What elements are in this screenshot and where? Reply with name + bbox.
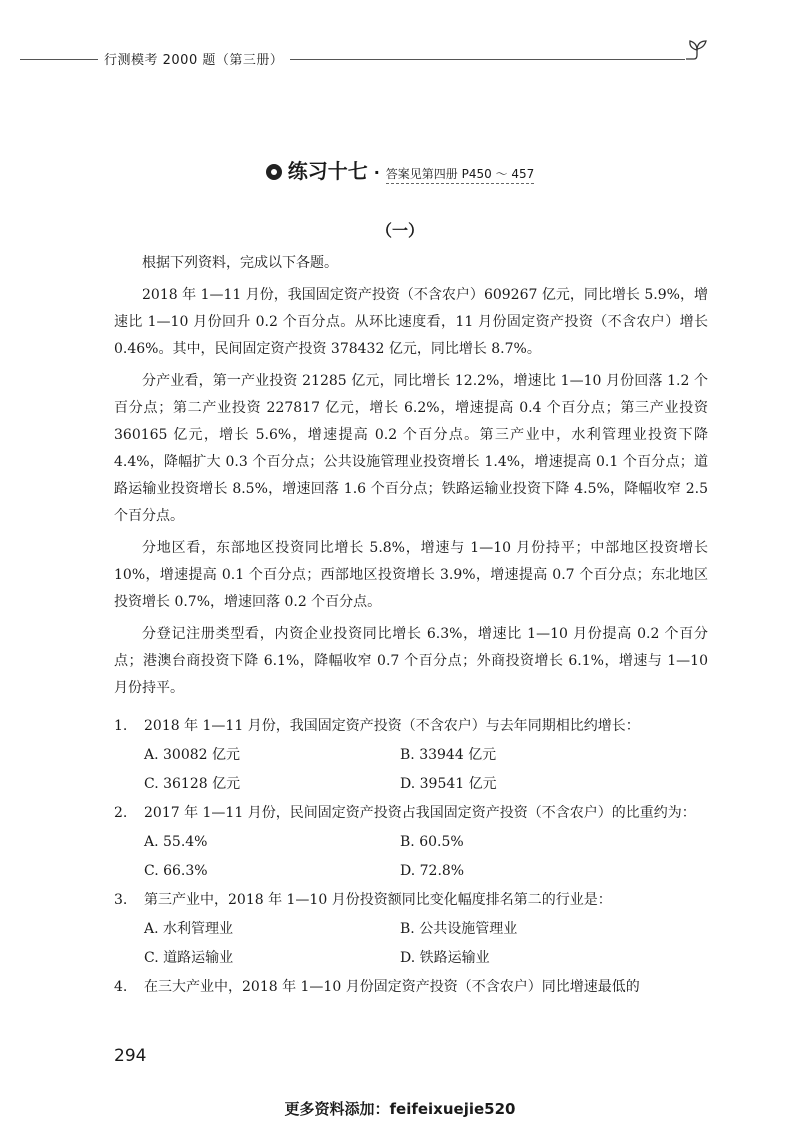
question-stem: 2018 年 1—11 月份，我国固定资产投资（不含农户）与去年同期相比约增长： — [144, 718, 640, 734]
question-number: 4. — [114, 979, 128, 995]
header-rule-right — [290, 59, 685, 60]
question-stem: 第三产业中，2018 年 1—10 月份投资额同比变化幅度排名第二的行业是： — [144, 892, 612, 908]
answer-reference: 答案见第四册 P450 ～ 457 — [386, 165, 535, 184]
material-paragraph: 2018 年 1—11 月份，我国固定资产投资（不含农户）609267 亿元，同比增长 5.9%，增速比 1—10 月份回升 0.2 个百分点。从环比速度看，11 月份固定资产投资（不含农户）增长 0.46%。其中，民间固定资产投资 378432 亿元，同比增长 8.7%。 — [114, 287, 708, 357]
chapter-separator: · — [373, 163, 380, 182]
question-number: 3. — [114, 892, 128, 908]
option-grid — [144, 828, 708, 886]
option-grid — [144, 915, 708, 973]
option-b: B. 33944 亿元 — [400, 747, 497, 763]
book-title: 行测模考 2000 题（第三册） — [104, 53, 284, 68]
material-text — [114, 250, 708, 707]
chapter-icon — [266, 164, 282, 180]
section-title: （一） — [375, 221, 424, 240]
option-c: C. 道路运输业 — [144, 950, 234, 966]
question-2 — [114, 799, 708, 886]
option-a: A. 水利管理业 — [144, 921, 234, 937]
question-list — [114, 712, 708, 1002]
option-d: D. 39541 亿元 — [400, 776, 497, 792]
sprout-icon — [684, 38, 712, 66]
option-d: D. 72.8% — [400, 863, 465, 879]
page-number: 294 — [114, 1046, 147, 1066]
chapter-heading — [0, 155, 800, 184]
chapter-title: 练习十七 — [287, 159, 368, 183]
option-grid — [144, 741, 708, 799]
option-a: A. 30082 亿元 — [144, 747, 240, 763]
footer-note: 更多资料添加：feifeixuejie520 — [284, 1100, 516, 1118]
option-c: C. 36128 亿元 — [144, 776, 241, 792]
option-d: D. 铁路运输业 — [400, 950, 490, 966]
question-1 — [114, 712, 708, 799]
option-c: C. 66.3% — [144, 863, 208, 879]
running-header — [0, 44, 800, 74]
option-a: A. 55.4% — [144, 834, 208, 850]
option-b: B. 公共设施管理业 — [400, 921, 518, 937]
question-number: 2. — [114, 805, 128, 821]
question-3 — [114, 886, 708, 973]
question-stem: 在三大产业中，2018 年 1—10 月份固定资产投资（不含农户）同比增速最低的 — [144, 979, 640, 995]
question-number: 1. — [114, 718, 128, 734]
question-4 — [114, 973, 708, 1002]
option-b: B. 60.5% — [400, 834, 464, 850]
question-stem: 2017 年 1—11 月份，民间固定资产投资占我国固定资产投资（不含农户）的比重约为： — [144, 805, 696, 821]
instruction-paragraph: 根据下列资料，完成以下各题。 — [142, 255, 338, 271]
header-rule-left — [20, 59, 98, 60]
material-paragraph: 分产业看，第一产业投资 21285 亿元，同比增长 12.2%，增速比 1—10 月份回落 1.2 个百分点；第二产业投资 227817 亿元，增长 6.2%，增速提高 0.4 个百分点；第三产业投资 360165 亿元，增长 5.6%，增速提高 0.2 个百分点。第三产业中，水利管理业投资下降 4.4%，降幅扩大 0.3 个百分点；公共设施管理业投资增长 1.4%，增速提高 0.1 个百分点；道路运输业投资增长 8.5%，增速回落 1.6 个百分点；铁路运输业投资下降 4.5%，降幅收窄 2.5 个百分点。 — [114, 373, 708, 524]
material-paragraph: 分登记注册类型看，内资企业投资同比增长 6.3%，增速比 1—10 月份提高 0.2 个百分点；港澳台商投资下降 6.1%，降幅收窄 0.7 个百分点；外商投资增长 6.1%，增速与 1—10 月份持平。 — [114, 626, 708, 696]
material-paragraph: 分地区看，东部地区投资同比增长 5.8%，增速与 1—10 月份持平；中部地区投资增长 10%，增速提高 0.1 个百分点；西部地区投资增长 3.9%，增速提高 0.7 个百分点；东北地区投资增长 0.7%，增速回落 0.2 个百分点。 — [114, 540, 708, 610]
